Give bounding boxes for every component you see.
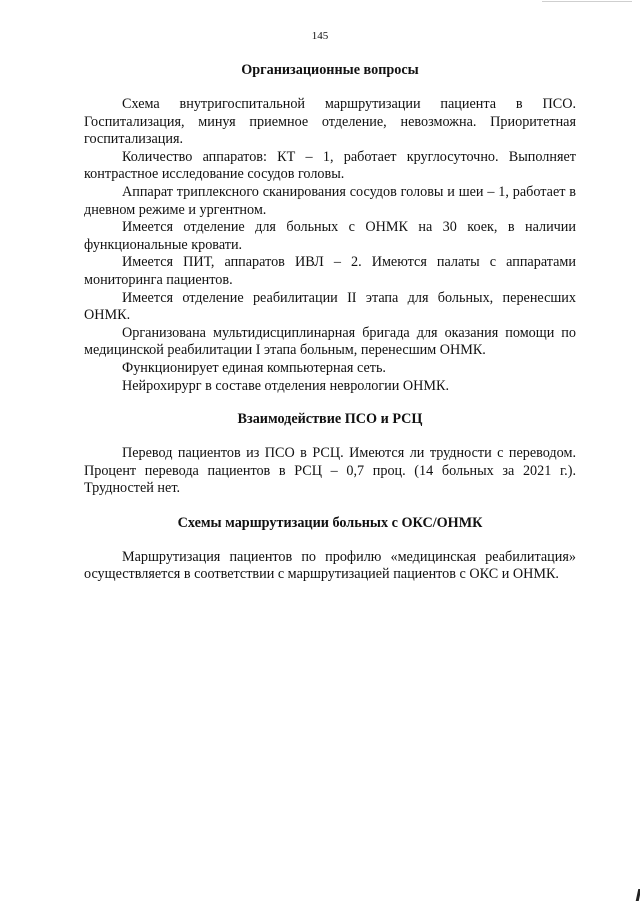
paragraph: Имеется отделение реабилитации II этапа для больных, перенесших ОНМК. — [84, 289, 576, 324]
scan-edge-line — [542, 1, 632, 2]
paragraph: Количество аппаратов: КТ – 1, работает круглосуточно. Выполняет контрастное исследование сосудов головы. — [84, 148, 576, 183]
paragraph: Имеется отделение для больных с ОНМК на 30 коек, в наличии функциональные кровати. — [84, 219, 576, 253]
section-title-routing-schemes: Схемы маршрутизации больных с ОКС/ОНМК — [177, 514, 483, 531]
paragraph: Схема внутригоспитальной маршрутизации пациента в ПСО. Госпитализация, минуя приемное отделение, невозможна. Приоритетная госпитализация. — [84, 96, 576, 148]
page-content — [84, 60, 576, 584]
paragraph: Нейрохирург в составе отделения неврологии ОНМК. — [122, 377, 450, 394]
paragraph: Аппарат триплексного сканирования сосудов головы и шеи – 1, работает в дневном режиме и ургентном. — [84, 183, 576, 218]
section-title-organizational: Организационные вопросы — [241, 62, 419, 78]
paragraph: Функционирует единая компьютерная сеть. — [122, 359, 386, 376]
scan-edge-mark — [636, 889, 640, 901]
page-number: 145 — [311, 30, 329, 42]
paragraph: Имеется ПИТ, аппаратов ИВЛ – 2. Имеются палаты с аппаратами мониторинга пациентов. — [84, 254, 576, 288]
section-title-interaction: Взаимодействие ПСО и РСЦ — [237, 411, 423, 428]
paragraph: Организована мультидисциплинарная бригада для оказания помощи по медицинской реабилитации I этапа больным, перенесшим ОНМК. — [84, 324, 576, 359]
paragraph: Перевод пациентов из ПСО в РСЦ. Имеются ли трудности с переводом. Процент перевода пациентов в РСЦ – 0,7 проц. (14 больных за 2021 г.). Трудностей нет. — [84, 445, 576, 497]
paragraph: Маршрутизация пациентов по профилю «медицинская реабилитация» осуществляется в соответствии с маршрутизацией пациентов с ОКС и ОНМК. — [84, 548, 576, 583]
